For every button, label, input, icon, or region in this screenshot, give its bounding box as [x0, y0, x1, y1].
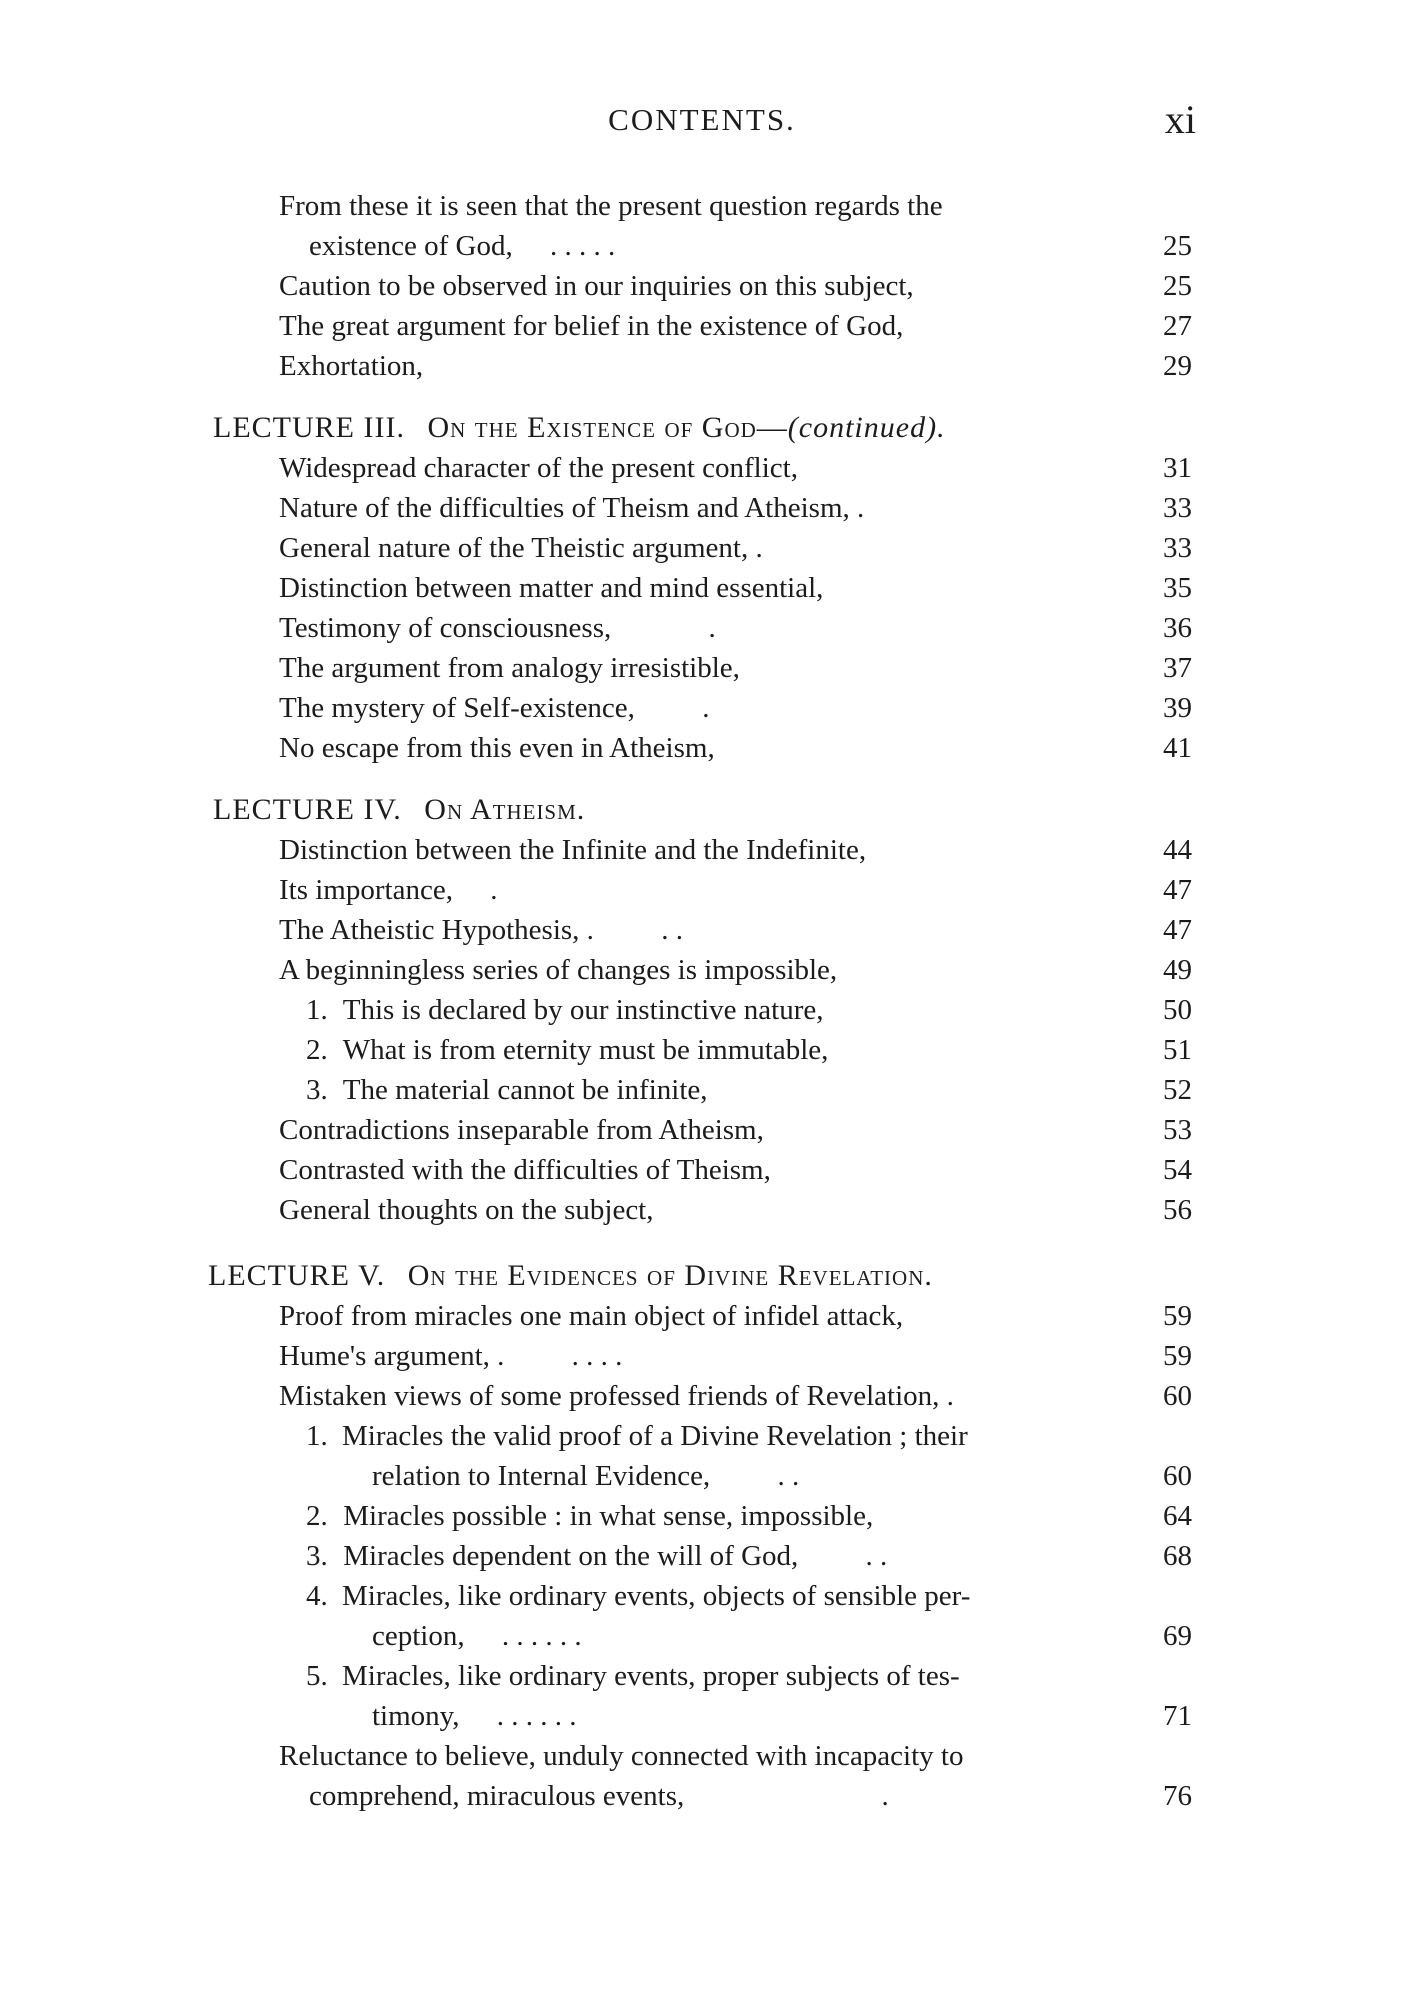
toc-page-number: 25 [1163, 270, 1192, 302]
toc-entry: Hume's argument, . . . . . 59 [0, 1336, 1404, 1376]
toc-page-number: 29 [1163, 350, 1192, 382]
dot-leader: . . [865, 1540, 888, 1572]
dot-leader: . . . . . [550, 230, 616, 262]
toc-entry: Contrasted with the difficulties of Theism, 54 [0, 1150, 1404, 1190]
toc-page-number: 39 [1163, 692, 1192, 724]
toc-entry: Testimony of consciousness, . 36 [0, 608, 1404, 648]
toc-subentry: 3. Miracles dependent on the will of God, . . 68 [0, 1536, 1404, 1576]
toc-subentry: 2. Miracles possible : in what sense, impossible, 64 [0, 1496, 1404, 1536]
toc-entry: General nature of the Theistic argument, . 33 [0, 528, 1404, 568]
toc-entry: No escape from this even in Atheism, 41 [0, 728, 1404, 768]
toc-entry: Exhortation, 29 [0, 346, 1404, 386]
toc-page-number: 49 [1163, 954, 1192, 986]
toc-page-number: 25 [1163, 230, 1192, 262]
toc-page-number: 33 [1163, 532, 1192, 564]
toc-page-number: 47 [1163, 914, 1192, 946]
toc-subentry: 5. Miracles, like ordinary events, proper subjects of tes- timony, . . . . . . 71 [0, 1656, 1404, 1736]
lecture-heading-5 [0, 1256, 1404, 1296]
lecture-title: On Atheism. [424, 793, 586, 826]
toc-entry: Its importance, . 47 [0, 870, 1404, 910]
toc-subentry: 4. Miracles, like ordinary events, objects of sensible per- ception, . . . . . . 69 [0, 1576, 1404, 1656]
toc-page-number: 54 [1163, 1154, 1192, 1186]
page-title: CONTENTS. [608, 102, 796, 137]
toc-entry: Distinction between matter and mind essential, 35 [0, 568, 1404, 608]
subentry-number: 3. [306, 1074, 328, 1106]
subentry-number: 4. [306, 1580, 328, 1612]
dot-leader: . . . . . . [496, 1700, 577, 1732]
dot-leader: . [490, 874, 498, 906]
subentry-number: 1. [306, 994, 328, 1026]
lecture-title: On the Evidences of Divine Revelation. [407, 1259, 933, 1292]
dot-leader: . [708, 612, 716, 644]
toc-entry: Widespread character of the present conflict, 31 [0, 448, 1404, 488]
toc-page-number: 53 [1163, 1114, 1192, 1146]
toc-page-number: 51 [1163, 1034, 1192, 1066]
toc-page-number: 68 [1163, 1540, 1192, 1572]
toc-entry: From these it is seen that the present question regards the existence of God, . . . . . 25 [0, 186, 1404, 266]
lecture-title-note: (continued). [787, 411, 946, 444]
toc-page-number: 47 [1163, 874, 1192, 906]
toc-page-number: 59 [1163, 1300, 1192, 1332]
subentry-number: 5. [306, 1660, 328, 1692]
toc-entry: Nature of the difficulties of Theism and Atheism, . 33 [0, 488, 1404, 528]
dot-leader: . [881, 1780, 889, 1812]
toc-entry: The argument from analogy irresistible, 37 [0, 648, 1404, 688]
toc-page-number: 60 [1163, 1380, 1192, 1412]
toc-page-number: 69 [1163, 1620, 1192, 1652]
toc-page-number: 59 [1163, 1340, 1192, 1372]
toc-page-number: 60 [1163, 1460, 1192, 1492]
toc-page-number: 56 [1163, 1194, 1192, 1226]
toc-page-number: 37 [1163, 652, 1192, 684]
toc-page-number: 41 [1163, 732, 1192, 764]
toc-entry: Caution to be observed in our inquiries on this subject, 25 [0, 266, 1404, 306]
toc-page-number: 31 [1163, 452, 1192, 484]
lecture-title: On the Existence of God— [427, 411, 788, 444]
toc-subentry: 2. What is from eternity must be immutable, 51 [0, 1030, 1404, 1070]
dot-leader: . . [777, 1460, 800, 1492]
toc-page-number: 33 [1163, 492, 1192, 524]
toc-entry: A beginningless series of changes is impossible, 49 [0, 950, 1404, 990]
toc-page-number: 44 [1163, 834, 1192, 866]
page-folio: xi [1164, 97, 1196, 142]
subentry-number: 2. [306, 1034, 328, 1066]
running-head [0, 96, 1404, 146]
toc-page-number: 27 [1163, 310, 1192, 342]
toc-page-number: 35 [1163, 572, 1192, 604]
subentry-number: 1. [306, 1420, 328, 1452]
toc-entry: The great argument for belief in the existence of God, 27 [0, 306, 1404, 346]
lecture-heading-4 [0, 790, 1404, 830]
toc-entry: Proof from miracles one main object of infidel attack, 59 [0, 1296, 1404, 1336]
dot-leader: . . . . . . [501, 1620, 582, 1652]
toc-page-number: 36 [1163, 612, 1192, 644]
toc-page-number: 71 [1163, 1700, 1192, 1732]
toc-entry: Distinction between the Infinite and the Indefinite, 44 [0, 830, 1404, 870]
lecture-label: LECTURE IV. [213, 793, 402, 826]
lecture-label: LECTURE V. [208, 1259, 386, 1292]
subentry-number: 2. [306, 1500, 328, 1532]
toc-subentry: 3. The material cannot be infinite, 52 [0, 1070, 1404, 1110]
toc-entry: The Atheistic Hypothesis, . . . 47 [0, 910, 1404, 950]
toc-page-number: 52 [1163, 1074, 1192, 1106]
toc-entry: Mistaken views of some professed friends of Revelation, . 60 [0, 1376, 1404, 1416]
dot-leader: . [702, 692, 710, 724]
toc-entry: Contradictions inseparable from Atheism, 53 [0, 1110, 1404, 1150]
toc-entry: Reluctance to believe, unduly connected with incapacity to comprehend, miraculous events, . 76 [0, 1736, 1404, 1816]
toc-page-number: 64 [1163, 1500, 1192, 1532]
dot-leader: . . . . [571, 1340, 623, 1372]
toc-entry: General thoughts on the subject, 56 [0, 1190, 1404, 1230]
dot-leader: . . [661, 914, 683, 946]
table-of-contents [0, 186, 1404, 1816]
toc-page-number: 76 [1163, 1780, 1192, 1812]
toc-entry: The mystery of Self-existence, . 39 [0, 688, 1404, 728]
lecture-label: LECTURE III. [213, 411, 405, 444]
subentry-number: 3. [306, 1540, 328, 1572]
toc-subentry: 1. Miracles the valid proof of a Divine Revelation ; their relation to Internal Evidence, . . 60 [0, 1416, 1404, 1496]
lecture-heading-3 [0, 408, 1404, 448]
toc-subentry: 1. This is declared by our instinctive nature, 50 [0, 990, 1404, 1030]
toc-page-number: 50 [1163, 994, 1192, 1026]
